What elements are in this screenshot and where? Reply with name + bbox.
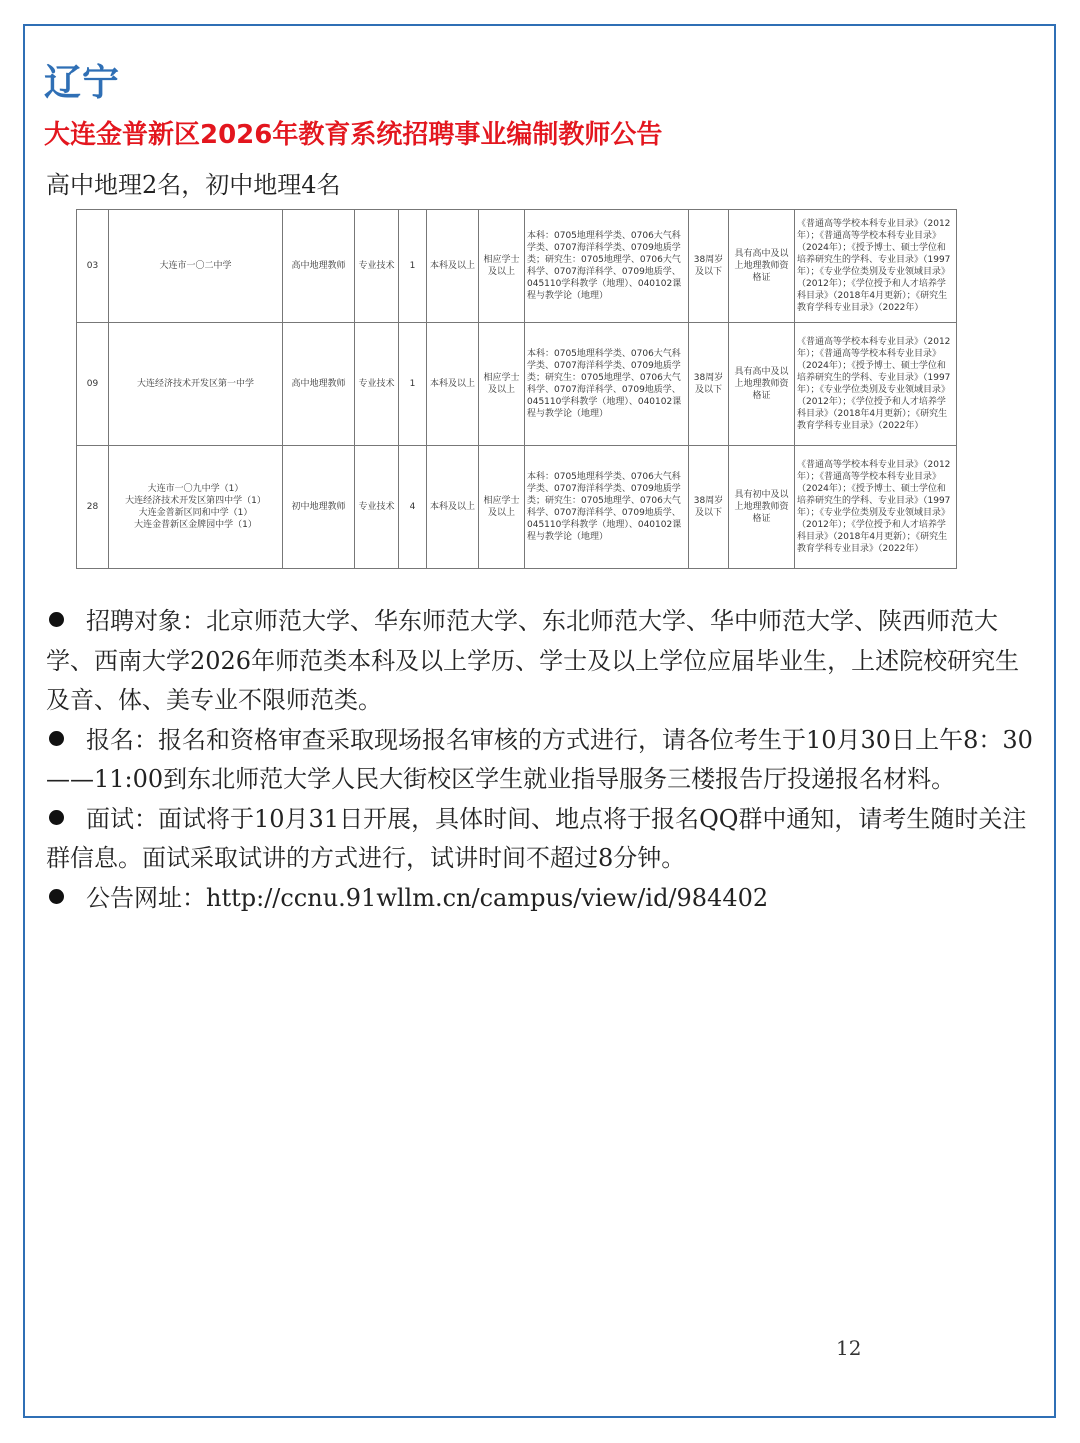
- age-cell: 38周岁及以下: [689, 210, 729, 323]
- school-name: 大连经济技术开发区第一中学: [136, 379, 254, 389]
- bullet-text: 公告网址：http://ccnu.91wllm.cn/campus/view/id/984402: [86, 883, 769, 912]
- school-name: 大连市一〇九中学（1）: [147, 484, 244, 494]
- notice-bullets: [46, 602, 1036, 918]
- school-cell: [109, 323, 283, 446]
- qualification-cell: 具有初中及以上地理教师资格证: [729, 446, 795, 569]
- region-heading: 辽宁: [44, 61, 120, 104]
- bullet-dot-icon: [49, 810, 64, 825]
- row-id: 28: [77, 446, 109, 569]
- degree-cell: 相应学士及以上: [479, 210, 525, 323]
- bullet-dot-icon: [49, 889, 64, 904]
- bullet-text: 面试：面试将于10月31日开展，具体时间、地点将于报名QQ群中通知，请考生随时关注群信息。面试采取试讲的方式进行，试讲时间不超过8分钟。: [46, 804, 1027, 872]
- major-cell: 本科：0705地理科学类、0706大气科学类、0707海洋科学类、0709地质学类；研究生：0705地理学、0706大气科学、0707海洋科学、0709地质学、045110学科教学（地理）、040102课程与教学论（地理）: [525, 446, 689, 569]
- count-cell: 1: [399, 210, 427, 323]
- type-cell: 专业技术: [355, 210, 399, 323]
- education-cell: 本科及以上: [427, 210, 479, 323]
- table-row: [77, 323, 957, 446]
- catalog-cell: 《普通高等学校本科专业目录》（2012年）；《普通高等学校本科专业目录》（2024年）；《授予博士、硕士学位和培养研究生的学科、专业目录》（1997年）；《专业学位类别及专业领域目录》（2012年）；《学位授予和人才培养学科目录》（2018年4月更新）；《研究生教育学科专业目录》（2022年）: [795, 323, 957, 446]
- education-cell: 本科及以上: [427, 446, 479, 569]
- school-name: 大连经济技术开发区第四中学（1）: [125, 496, 266, 506]
- catalog-cell: 《普通高等学校本科专业目录》（2012年）；《普通高等学校本科专业目录》（2024年）；《授予博士、硕士学位和培养研究生的学科、专业目录》（1997年）；《专业学位类别及专业领域目录》（2012年）；《学位授予和人才培养学科目录》（2018年4月更新）；《研究生教育学科专业目录》（2022年）: [795, 210, 957, 323]
- age-cell: 38周岁及以下: [689, 323, 729, 446]
- catalog-cell: 《普通高等学校本科专业目录》（2012年）；《普通高等学校本科专业目录》（2024年）；《授予博士、硕士学位和培养研究生的学科、专业目录》（1997年）；《专业学位类别及专业领域目录》（2012年）；《学位授予和人才培养学科目录》（2018年4月更新）；《研究生教育学科专业目录》（2022年）: [795, 446, 957, 569]
- position-cell: 高中地理教师: [283, 323, 355, 446]
- degree-cell: 相应学士及以上: [479, 446, 525, 569]
- bullet-dot-icon: [49, 731, 64, 746]
- type-cell: 专业技术: [355, 323, 399, 446]
- bullet-dot-icon: [49, 612, 64, 627]
- school-name: 大连市一〇二中学: [159, 261, 232, 271]
- count-cell: 1: [399, 323, 427, 446]
- age-cell: 38周岁及以下: [689, 446, 729, 569]
- qualification-cell: 具有高中及以上地理教师资格证: [729, 210, 795, 323]
- announcement-title: 大连金普新区2026年教育系统招聘事业编制教师公告: [44, 120, 663, 150]
- row-id: 03: [77, 210, 109, 323]
- positions-table: [76, 209, 957, 569]
- table-row: [77, 210, 957, 323]
- school-cell: [109, 446, 283, 569]
- bullet-registration: [46, 721, 1036, 800]
- position-cell: 高中地理教师: [283, 210, 355, 323]
- page-number: 12: [836, 1336, 862, 1360]
- bullet-recruitment-target: [46, 602, 1036, 721]
- bullet-text: 报名：报名和资格审查采取现场报名审核的方式进行，请各位考生于10月30日上午8：30——11:00到东北师范大学人民大街校区学生就业指导服务三楼报告厅投递报名材料。: [46, 725, 1033, 793]
- major-cell: 本科：0705地理科学类、0706大气科学类、0707海洋科学类、0709地质学类；研究生：0705地理学、0706大气科学、0707海洋科学、0709地质学、045110学科教学（地理）、040102课程与教学论（地理）: [525, 210, 689, 323]
- degree-cell: 相应学士及以上: [479, 323, 525, 446]
- positions-table-wrapper: [76, 209, 956, 569]
- bullet-website: [46, 879, 1036, 919]
- count-cell: 4: [399, 446, 427, 569]
- school-cell: [109, 210, 283, 323]
- row-id: 09: [77, 323, 109, 446]
- type-cell: 专业技术: [355, 446, 399, 569]
- major-cell: 本科：0705地理科学类、0706大气科学类、0707海洋科学类、0709地质学类；研究生：0705地理学、0706大气科学、0707海洋科学、0709地质学、045110学科教学（地理）、040102课程与教学论（地理）: [525, 323, 689, 446]
- positions-summary: 高中地理2名，初中地理4名: [46, 171, 341, 199]
- qualification-cell: 具有高中及以上地理教师资格证: [729, 323, 795, 446]
- education-cell: 本科及以上: [427, 323, 479, 446]
- school-name: 大连金普新区金牌园中学（1）: [134, 520, 257, 530]
- bullet-interview: [46, 800, 1036, 879]
- table-row: [77, 446, 957, 569]
- position-cell: 初中地理教师: [283, 446, 355, 569]
- bullet-text: 招聘对象：北京师范大学、华东师范大学、东北师范大学、华中师范大学、陕西师范大学、西南大学2026年师范类本科及以上学历、学士及以上学位应届毕业生，上述院校研究生及音、体、美专业不限师范类。: [46, 607, 1020, 714]
- school-name: 大连金普新区同和中学（1）: [138, 508, 253, 518]
